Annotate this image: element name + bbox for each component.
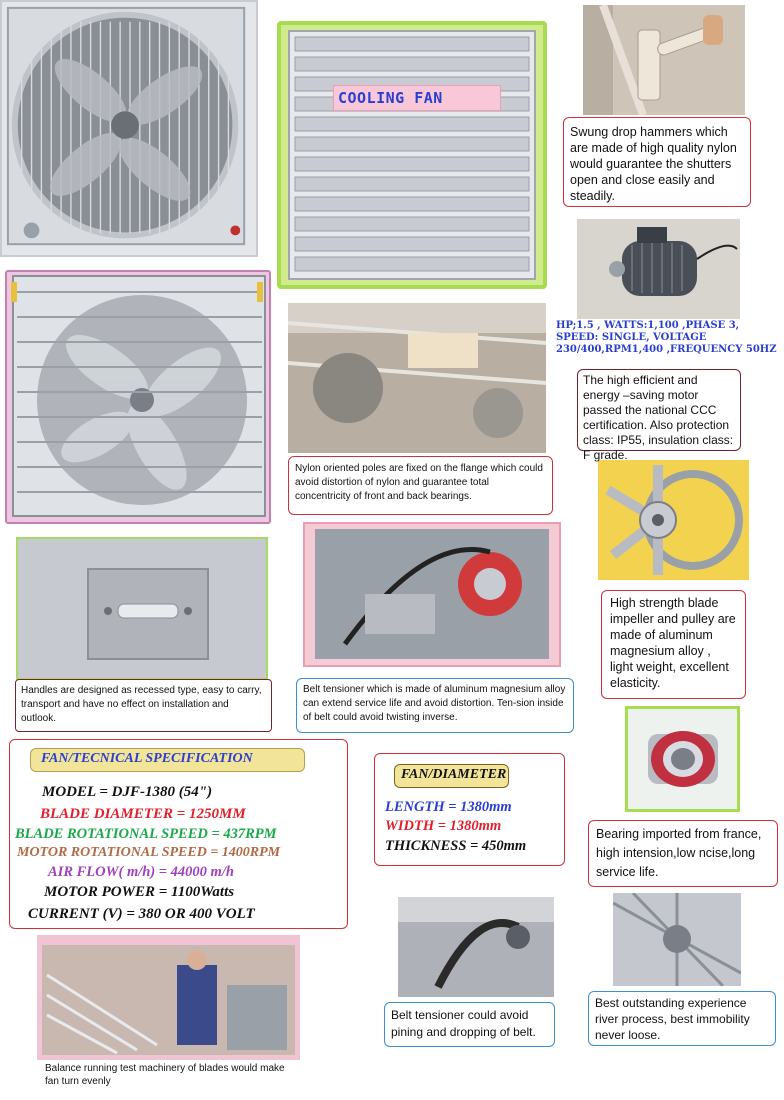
balance-test-image (37, 935, 300, 1060)
fan-front-photo (0, 0, 258, 257)
blade-caption (601, 590, 746, 699)
belt-photo (398, 897, 554, 997)
fan-side-image (7, 272, 269, 522)
best-experience-caption (588, 991, 776, 1046)
belt-tensioner-pining-caption (384, 1002, 555, 1047)
hammers-caption (563, 117, 751, 207)
motor-caption-text: The high efficient and energy –saving motor passed the national CCC certification. Also protection class: IP55, insulation class: F grade. (583, 373, 734, 462)
nylon-poles-caption-text: Nylon oriented poles are fixed on the flange which could avoid distortion of nylon and guarantee total concentricity of front and back bearings. (295, 463, 543, 502)
handle-image (18, 539, 266, 678)
blade-caption-text: High strength blade impeller and pulley are made of aluminum magnesium alloy , light weight, excellent elasticity. (610, 596, 736, 690)
diameter-length: LENGTH = 1380mm (385, 799, 512, 815)
spec-current: CURRENT (V) = 380 OR 400 VOLT (28, 906, 255, 922)
handles-caption-text: Handles are designed as recessed type, easy to carry, transport and have no effect on installation and outlook. (21, 685, 262, 724)
technical-spec-box (9, 739, 348, 929)
motor-specs-text: HP;1.5 , WATTS:1,100 ,PHASE 3, SPEED: SINGLE, VOLTAGE 230/400,RPM1,400 ,FREQUENCY 50HZ (556, 320, 777, 355)
drop-hammer-photo (583, 5, 745, 115)
cooling-fan-label (333, 85, 501, 111)
motor-photo (577, 219, 740, 319)
belt-tensioner-image (305, 524, 559, 665)
belt-tensioner-photo (303, 522, 561, 667)
diameter-width: WIDTH = 1380mm (385, 818, 502, 834)
diameter-box (374, 753, 565, 866)
motor-image (577, 219, 740, 319)
best-experience-caption-text: Best outstanding experience river process, best immobility never loose. (595, 996, 750, 1042)
diameter-heading-box (394, 764, 509, 788)
belt-tensioner-alloy-caption-text: Belt tensioner which is made of aluminum magnesium alloy can extend service life and avoid distortion. Ten-sion inside of belt could avoid twisting inverse. (303, 684, 566, 723)
fan-front-image (2, 2, 256, 255)
drop-hammer-image (583, 5, 745, 115)
cooling-fan-title: COOLING FAN (338, 89, 443, 107)
fan-interior-photo (613, 893, 741, 986)
spec-blade-diameter: BLADE DIAMETER = 1250MM (40, 806, 246, 822)
belt-tensioner-alloy-caption (296, 678, 574, 733)
bearing-photo (625, 706, 740, 812)
fan-shutter-image (281, 25, 543, 285)
impeller-photo (598, 460, 749, 580)
handle-photo (16, 537, 268, 680)
diameter-heading: FAN/DIAMETER (401, 767, 507, 782)
balance-test-photo (37, 935, 300, 1060)
fan-interior-image (613, 893, 741, 986)
nylon-poles-caption (288, 456, 553, 515)
spec-blade-speed: BLADE ROTATIONAL SPEED = 437RPM (15, 826, 277, 842)
spec-motor-power: MOTOR POWER = 1100Watts (44, 884, 235, 900)
impeller-image (598, 460, 749, 580)
hammers-caption-text: Swung drop hammers which are made of high quality nylon would guarantee the shutters open and close easily and steadily. (570, 125, 737, 203)
handles-caption (15, 679, 272, 732)
fan-shutter-photo (277, 21, 547, 289)
spec-model: MODEL = DJF-1380 (54") (42, 784, 213, 800)
bearing-image (628, 709, 737, 809)
motor-caption (577, 369, 741, 462)
technical-spec-heading-box (30, 748, 305, 772)
motor-specs (556, 320, 782, 356)
bearing-caption-text: Bearing imported from france, high intension,low ncise,long service life. (596, 827, 762, 879)
fan-side-photo (5, 270, 271, 524)
bearing-caption (588, 820, 778, 887)
technical-spec-heading: FAN/TECNICAL SPECIFICATION (41, 751, 253, 766)
spec-motor-speed: MOTOR ROTATIONAL SPEED = 1400RPM (17, 845, 281, 860)
balance-test-caption-text: Balance running test machinery of blades would make fan turn evenly (45, 1063, 285, 1087)
nylon-poles-image (288, 303, 546, 453)
spec-air-flow: AIR FLOW( m/h) = 44000 m/h (48, 864, 234, 880)
belt-image (398, 897, 554, 997)
balance-test-caption (45, 1062, 300, 1098)
belt-tensioner-pining-caption-text: Belt tensioner could avoid pining and dropping of belt. (391, 1008, 536, 1039)
diameter-thickness: THICKNESS = 450mm (385, 838, 527, 854)
nylon-poles-photo (288, 303, 546, 453)
